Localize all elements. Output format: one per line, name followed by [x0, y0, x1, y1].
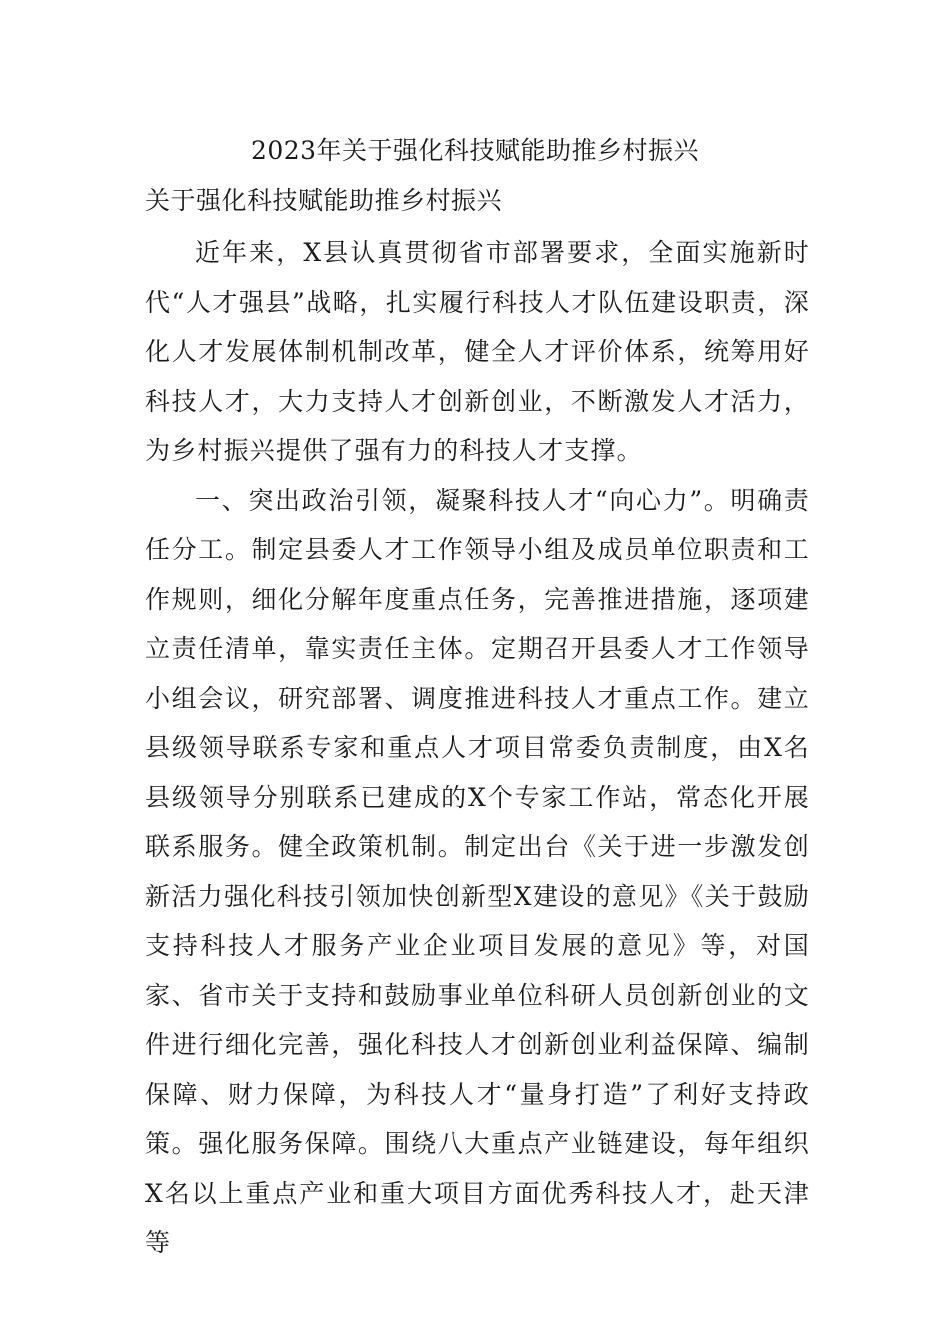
paragraph-section-1: 一、突出政治引领，凝聚科技人才“向心力”。明确责任分工。制定县委人才工作领导小组及成员单位职责和工作规则，细化分解年度重点任务，完善推进措施，逐项建立责任清单，靠实责任主体。定期召开县委人才工作领导小组会议，研究部署、调度推进科技人才重点工作。建立县级领导联系专家和重点人才项目常委负责制度，由X名县级领导分别联系已建成的X个专家工作站，常态化开展联系服务。健全政策机制。制定出台《关于进一步激发创新活力强化科技引领加快创新型X建设的意见》《关于鼓励支持科技人才服务产业企业项目发展的意见》等，对国家、省市关于支持和鼓励事业单位科研人员创新创业的文件进行细化完善，强化科技人才创新创业利益保障、编制保障、财力保障，为科技人才“量身打造”了利好支持政策。强化服务保障。围绕八大重点产业链建设，每年组织X名以上重点产业和重大项目方面优秀科技人才，赴天津等: [145, 485, 810, 1257]
paragraph-intro: 近年来，X县认真贯彻省市部署要求，全面实施新时代“人才强县”战略，扎实履行科技人才队伍建设职责，深化人才发展体制机制改革，健全人才评价体系，统筹用好科技人才，大力支持人才创新创业，不断激发人才活力，为乡村振兴提供了强有力的科技人才支撑。: [145, 238, 810, 465]
document-subtitle: 关于强化科技赋能助推乡村振兴: [145, 186, 503, 215]
document-body: [145, 228, 810, 1268]
document-title: 2023年关于强化科技赋能助推乡村振兴: [250, 136, 700, 165]
